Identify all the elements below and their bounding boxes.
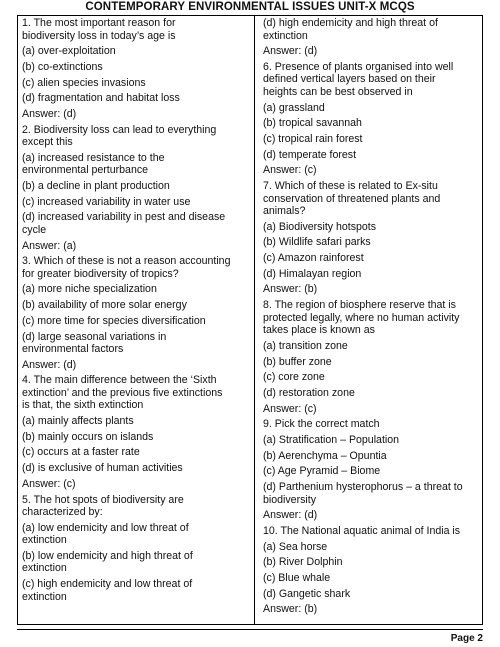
mcq-paragraph bbox=[263, 164, 480, 177]
text-line: Answer: (c) bbox=[263, 402, 317, 415]
mcq-paragraph bbox=[263, 434, 480, 447]
text-line: (a) Stratification – Population bbox=[263, 433, 400, 446]
mcq-paragraph bbox=[263, 180, 480, 218]
mcq-paragraph bbox=[263, 17, 480, 42]
mcq-paragraph bbox=[263, 102, 480, 115]
text-line: (b) a decline in plant production bbox=[22, 180, 170, 192]
text-line: Answer: (d) bbox=[263, 509, 318, 522]
text-line: (b) buffer zone bbox=[263, 355, 332, 368]
mcq-paragraph bbox=[22, 478, 243, 491]
mcq-paragraph bbox=[22, 550, 243, 575]
page-frame bbox=[17, 15, 483, 625]
mcq-paragraph bbox=[263, 236, 480, 249]
text-line: biodiversity bbox=[263, 493, 316, 506]
text-line: animals? bbox=[263, 205, 306, 217]
text-line: (a) increased resistance to the bbox=[22, 151, 165, 164]
mcq-paragraph bbox=[22, 431, 243, 444]
text-line: (c) more time for species diversification bbox=[22, 314, 206, 327]
text-line: extinction bbox=[263, 29, 308, 42]
mcq-paragraph bbox=[263, 556, 480, 569]
text-line: (a) grassland bbox=[263, 101, 325, 114]
text-line: is that, the sixth extinction bbox=[22, 399, 144, 412]
mcq-paragraph bbox=[263, 450, 480, 463]
text-line: (b) Aerenchyma – Opuntia bbox=[263, 449, 387, 462]
text-line: 8. The region of biosphere reserve that is bbox=[263, 299, 456, 312]
mcq-paragraph bbox=[263, 299, 480, 337]
mcq-paragraph bbox=[22, 196, 243, 209]
mcq-paragraph bbox=[22, 45, 243, 58]
mcq-paragraph bbox=[22, 446, 243, 459]
right-column bbox=[263, 17, 480, 624]
mcq-paragraph bbox=[263, 340, 480, 353]
text-line: (b) co-extinctions bbox=[22, 60, 103, 73]
mcq-paragraph bbox=[22, 283, 243, 296]
text-line: except this bbox=[22, 136, 73, 149]
text-line: (c) occurs at a faster rate bbox=[22, 446, 140, 459]
text-line: Answer: (b) bbox=[263, 603, 318, 616]
text-line: (d) Gangetic shark bbox=[263, 587, 351, 600]
mcq-paragraph bbox=[263, 283, 480, 296]
text-line: 9. Pick the correct match bbox=[263, 418, 380, 431]
text-line: heights can be best observed in bbox=[263, 85, 413, 98]
mcq-paragraph bbox=[22, 374, 243, 412]
mcq-paragraph bbox=[263, 356, 480, 369]
text-line: biodiversity loss in today’s age is bbox=[22, 29, 176, 42]
mcq-paragraph bbox=[22, 255, 243, 280]
text-line: (a) low endemicity and low threat of bbox=[22, 521, 189, 534]
mcq-paragraph bbox=[263, 252, 480, 265]
text-line: takes place is known as bbox=[263, 324, 375, 337]
text-line: (c) Amazon rainforest bbox=[263, 252, 364, 265]
mcq-paragraph bbox=[263, 133, 480, 146]
text-line: (c) high endemicity and low threat of bbox=[22, 578, 193, 591]
mcq-paragraph bbox=[263, 149, 480, 162]
text-line: extinction bbox=[22, 562, 67, 575]
mcq-paragraph bbox=[22, 359, 243, 372]
text-line: (d) restoration zone bbox=[263, 386, 355, 399]
mcq-paragraph bbox=[22, 92, 243, 105]
text-line: (d) temperate forest bbox=[263, 148, 357, 161]
left-column bbox=[22, 17, 243, 624]
mcq-paragraph bbox=[263, 588, 480, 601]
mcq-paragraph bbox=[263, 465, 480, 478]
text-line: (b) River Dolphin bbox=[263, 556, 343, 569]
mcq-paragraph bbox=[22, 578, 243, 603]
text-line: Answer: (d) bbox=[22, 358, 77, 371]
mcq-paragraph bbox=[22, 299, 243, 312]
mcq-paragraph bbox=[263, 525, 480, 538]
text-line: (c) tropical rain forest bbox=[263, 132, 363, 145]
text-line: (b) tropical savannah bbox=[263, 117, 362, 130]
text-line: conservation of threatened plants and bbox=[263, 192, 441, 205]
text-line: characterized by: bbox=[22, 506, 103, 518]
text-line: (b) availability of more solar energy bbox=[22, 299, 187, 312]
text-line: protected legally, where no human activity bbox=[263, 311, 460, 324]
mcq-paragraph bbox=[263, 117, 480, 130]
text-line: (a) Biodiversity hotspots bbox=[263, 220, 377, 233]
mcq-paragraph bbox=[22, 331, 243, 356]
document-title: CONTEMPORARY ENVIRONMENTAL ISSUES UNIT-X MCQS bbox=[85, 1, 415, 13]
mcq-paragraph bbox=[22, 152, 243, 177]
text-line: (a) transition zone bbox=[263, 339, 348, 352]
text-line: (c) increased variability in water use bbox=[22, 195, 191, 208]
text-line: extinction’ and the previous five extinctions bbox=[22, 386, 223, 399]
mcq-paragraph bbox=[263, 541, 480, 554]
text-line: extinction bbox=[22, 534, 67, 547]
text-line: (b) low endemicity and high threat of bbox=[22, 549, 193, 562]
text-line: 10. The National aquatic animal of India is bbox=[263, 524, 461, 537]
mcq-paragraph bbox=[263, 387, 480, 400]
mcq-paragraph bbox=[22, 315, 243, 328]
text-line: (c) alien species invasions bbox=[22, 76, 146, 89]
text-line: Answer: (d) bbox=[22, 107, 77, 120]
text-line: defined vertical layers based on their bbox=[263, 73, 436, 86]
text-line: (d) Himalayan region bbox=[263, 267, 362, 280]
text-line: Answer: (a) bbox=[22, 239, 77, 252]
text-line: (a) mainly affects plants bbox=[22, 415, 134, 428]
text-line: environmental factors bbox=[22, 343, 124, 355]
mcq-paragraph bbox=[22, 180, 243, 193]
text-line: (b) mainly occurs on islands bbox=[22, 430, 154, 443]
mcq-paragraph bbox=[263, 481, 480, 506]
text-line: 5. The hot spots of biodiversity are bbox=[22, 493, 184, 506]
text-line: Answer: (c) bbox=[22, 477, 76, 490]
mcq-paragraph bbox=[22, 494, 243, 519]
text-line: for greater biodiversity of tropics? bbox=[22, 267, 179, 280]
text-line: (d) large seasonal variations in bbox=[22, 330, 167, 343]
mcq-paragraph bbox=[22, 462, 243, 475]
footer-rule bbox=[17, 629, 483, 630]
mcq-paragraph bbox=[22, 522, 243, 547]
text-line: (a) more niche specialization bbox=[22, 283, 157, 296]
mcq-paragraph bbox=[263, 221, 480, 234]
mcq-paragraph bbox=[263, 509, 480, 522]
mcq-paragraph bbox=[22, 240, 243, 253]
mcq-paragraph bbox=[263, 61, 480, 99]
mcq-paragraph bbox=[22, 77, 243, 90]
text-line: 7. Which of these is related to Ex-situ bbox=[263, 180, 438, 192]
mcq-paragraph bbox=[22, 61, 243, 74]
mcq-paragraph bbox=[22, 415, 243, 428]
text-line: environmental perturbance bbox=[22, 164, 149, 177]
text-line: extinction bbox=[22, 590, 67, 603]
text-line: Answer: (c) bbox=[263, 164, 317, 177]
mcq-paragraph bbox=[263, 45, 480, 58]
text-line: 4. The main difference between the ‘Sixth bbox=[22, 374, 217, 387]
mcq-paragraph bbox=[22, 124, 243, 149]
text-line: 1. The most important reason for bbox=[22, 17, 176, 29]
mcq-paragraph bbox=[263, 418, 480, 431]
mcq-paragraph bbox=[263, 603, 480, 616]
text-line: (d) fragmentation and habitat loss bbox=[22, 92, 180, 105]
text-line: (d) Parthenium hysterophorus – a threat to bbox=[263, 481, 463, 493]
column-divider bbox=[254, 16, 255, 624]
mcq-paragraph bbox=[22, 108, 243, 121]
mcq-paragraph bbox=[263, 268, 480, 281]
mcq-paragraph bbox=[22, 17, 243, 42]
text-line: (a) over-exploitation bbox=[22, 45, 116, 58]
text-line: 6. Presence of plants organised into well bbox=[263, 60, 454, 73]
text-line: 3. Which of these is not a reason accounting bbox=[22, 255, 231, 268]
mcq-paragraph bbox=[263, 403, 480, 416]
text-line: (d) increased variability in pest and disease bbox=[22, 211, 226, 224]
text-line: Answer: (b) bbox=[263, 283, 318, 296]
mcq-paragraph bbox=[263, 371, 480, 384]
text-line: (a) Sea horse bbox=[263, 540, 328, 553]
text-line: (d) is exclusive of human activities bbox=[22, 462, 183, 475]
text-line: (c) Age Pyramid – Biome bbox=[263, 465, 381, 478]
mcq-paragraph bbox=[263, 572, 480, 585]
page-number: Page 2 bbox=[450, 633, 483, 644]
text-line: cycle bbox=[22, 223, 47, 236]
text-line: (c) core zone bbox=[263, 371, 325, 384]
mcq-paragraph bbox=[22, 211, 243, 236]
text-line: 2. Biodiversity loss can lead to everything bbox=[22, 123, 217, 136]
text-line: (d) high endemicity and high threat of bbox=[263, 17, 438, 29]
text-line: (c) Blue whale bbox=[263, 571, 331, 584]
text-line: (b) Wildlife safari parks bbox=[263, 236, 371, 249]
text-line: Answer: (d) bbox=[263, 45, 318, 58]
